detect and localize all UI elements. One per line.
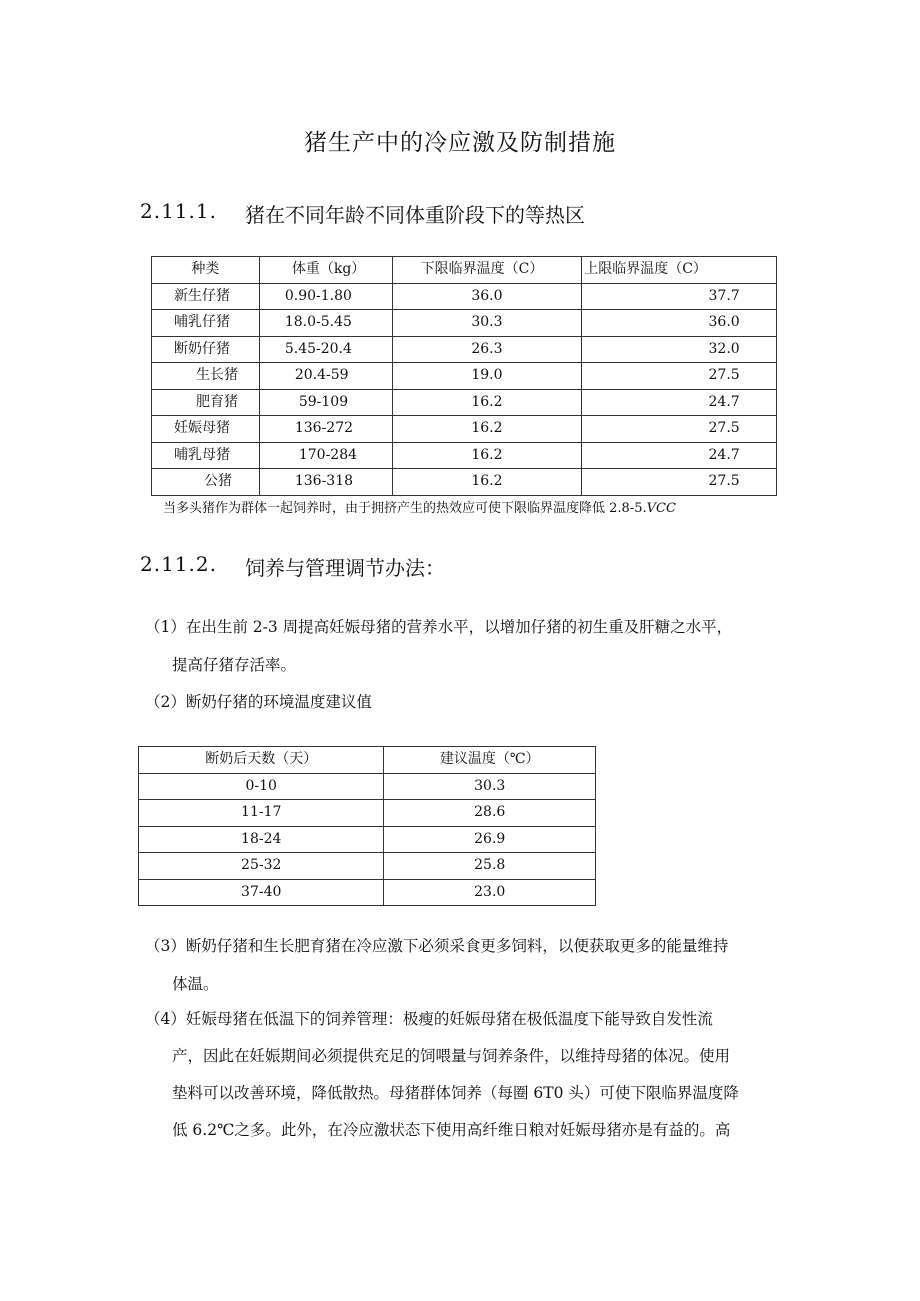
table-cell: 公猪	[152, 469, 260, 496]
table-cell: 生长猪	[152, 363, 260, 390]
table-cell: 59-109	[259, 389, 392, 416]
table-row	[139, 853, 596, 880]
table-header-cell: 下限临界温度（C）	[392, 257, 582, 284]
table-cell: 136-318	[259, 469, 392, 496]
table-header-cell: 种类	[152, 257, 260, 284]
table-cell: 36.0	[392, 283, 582, 310]
table-row	[152, 336, 777, 363]
table-cell: 20.4-59	[259, 363, 392, 390]
section-heading-2	[140, 552, 840, 580]
table-cell: 5.45-20.4	[259, 336, 392, 363]
table-cell: 36.0	[582, 310, 777, 337]
table-cell: 16.2	[392, 442, 582, 469]
table-row	[139, 773, 596, 800]
table-cell: 断奶仔猪	[152, 336, 260, 363]
table-cell: 肥育猪	[152, 389, 260, 416]
table-cell: 136-272	[259, 416, 392, 443]
isothermal-zone-table	[151, 256, 777, 496]
table-cell: 37.7	[582, 283, 777, 310]
table-cell: 新生仔猪	[152, 283, 260, 310]
table-cell: 哺乳母猪	[152, 442, 260, 469]
section-heading-1	[140, 199, 840, 227]
table-cell: 16.2	[392, 416, 582, 443]
table-row	[152, 469, 777, 496]
table-row	[139, 826, 596, 853]
table-cell: 18.0-5.45	[259, 310, 392, 337]
table-row	[152, 389, 777, 416]
table-cell: 27.5	[582, 363, 777, 390]
section-title: 饲养与管理调节办法：	[245, 556, 445, 580]
table-header-cell: 体重（kg）	[259, 257, 392, 284]
table-cell: 27.5	[582, 416, 777, 443]
table-cell: 25-32	[139, 853, 384, 880]
section-number: 2.11.1.	[140, 199, 217, 223]
table-cell: 24.7	[582, 442, 777, 469]
table-cell: 32.0	[582, 336, 777, 363]
table-cell: 11-17	[139, 800, 384, 827]
weaned-piglet-temperature-table	[138, 746, 596, 906]
table-cell: 30.3	[384, 773, 596, 800]
table-row	[152, 363, 777, 390]
table-header-cell: 建议温度（℃）	[384, 747, 596, 774]
table-note: 当多头猪作为群体一起饲养时，由于拥挤产生的热效应可使下限临界温度降低 2.8-5.VCC	[163, 501, 676, 516]
table-cell: 27.5	[582, 469, 777, 496]
table-cell: 170-284	[259, 442, 392, 469]
table-header-row	[152, 257, 777, 284]
table-row	[139, 879, 596, 906]
table-row	[139, 800, 596, 827]
table-cell: 23.0	[384, 879, 596, 906]
table-cell: 25.8	[384, 853, 596, 880]
table-header-row	[139, 747, 596, 774]
table-row	[152, 416, 777, 443]
table-cell: 28.6	[384, 800, 596, 827]
section-title: 猪在不同年龄不同体重阶段下的等热区	[245, 203, 585, 227]
table-cell: 妊娠母猪	[152, 416, 260, 443]
table-cell: 0-10	[139, 773, 384, 800]
table-cell: 16.2	[392, 469, 582, 496]
page-title: 猪生产中的冷应激及防制措施	[304, 130, 616, 156]
table-cell: 19.0	[392, 363, 582, 390]
table-cell: 16.2	[392, 389, 582, 416]
table-cell: 24.7	[582, 389, 777, 416]
table-header-cell: 断奶后天数（天）	[139, 747, 384, 774]
table-cell: 18-24	[139, 826, 384, 853]
table-cell: 0.90-1.80	[259, 283, 392, 310]
table-cell: 37-40	[139, 879, 384, 906]
table-row	[152, 283, 777, 310]
table-cell: 30.3	[392, 310, 582, 337]
table-cell: 26.3	[392, 336, 582, 363]
table-cell: 哺乳仔猪	[152, 310, 260, 337]
table-cell: 26.9	[384, 826, 596, 853]
table-row	[152, 310, 777, 337]
table-row	[152, 442, 777, 469]
table-header-cell: 上限临界温度（C）	[582, 257, 777, 284]
section-number: 2.11.2.	[140, 552, 217, 576]
